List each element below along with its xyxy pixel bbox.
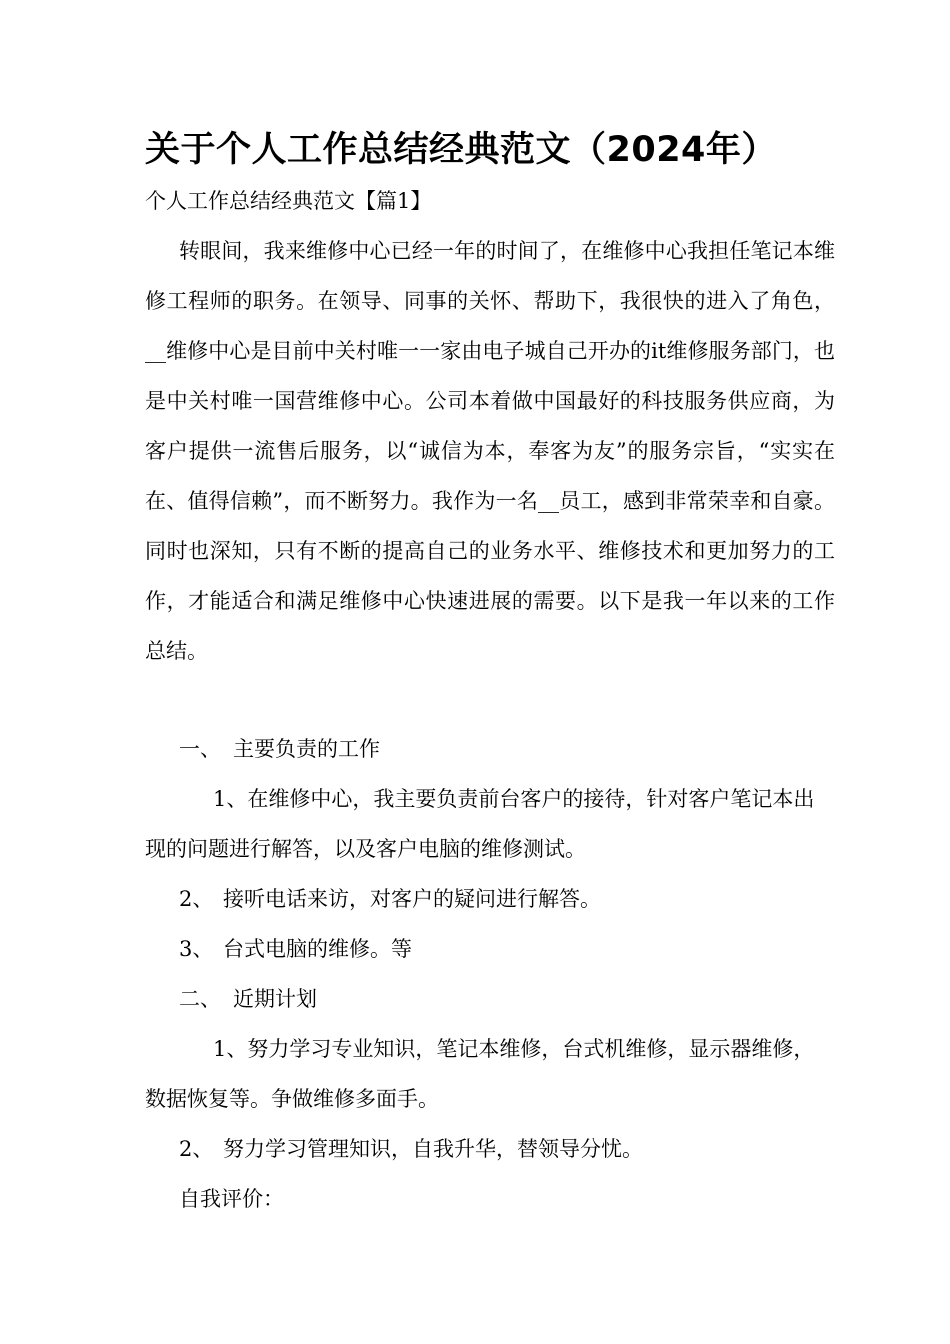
section-2-item-1-number: 1、 [213, 1037, 248, 1061]
section-1-item-1-number: 1、 [213, 787, 248, 811]
section-2-heading [179, 974, 835, 1024]
section-2-title: 近期计划 [233, 987, 317, 1011]
section-2-number: 二、 [179, 987, 221, 1011]
section-2-item-1 [145, 1024, 835, 1124]
section-2-item-2-text: 努力学习管理知识，自我升华，替领导分忧。 [223, 1137, 643, 1161]
section-1-item-3-text: 台式电脑的维修。等 [223, 937, 412, 961]
document-title: 关于个人工作总结经典范文（2024年） [145, 130, 777, 170]
section-1-heading [179, 724, 835, 774]
section-1-item-2-text: 接听电话来访，对客户的疑问进行解答。 [223, 887, 601, 911]
section-1-item-1-text: 在维修中心，我主要负责前台客户的接待，针对客户笔记本出现的问题进行解答，以及客户电脑的维修测试。 [145, 787, 815, 861]
document-subtitle: 个人工作总结经典范文【篇1】 [145, 189, 432, 213]
section-1-title: 主要负责的工作 [233, 737, 380, 761]
section-1-item-3-number: 3、 [179, 937, 214, 961]
section-1-item-3 [179, 924, 835, 974]
section-1-item-1 [145, 774, 835, 874]
section-1-item-2-number: 2、 [179, 887, 214, 911]
section-1-number: 一、 [179, 737, 221, 761]
section-2-item-2 [179, 1124, 835, 1174]
section-1-item-2 [179, 874, 835, 924]
section-2-item-1-text: 努力学习专业知识，笔记本维修，台式机维修，显示器维修，数据恢复等。争做维修多面手。 [145, 1037, 815, 1111]
intro-paragraph: 转眼间，我来维修中心已经一年的时间了，在维修中心我担任笔记本维修工程师的职务。在领导、同事的关怀、帮助下，我很快的进入了角色，__维修中心是目前中关村唯一一家由电子城自己开办的it维修服务部门，也是中关村唯一国营维修中心。公司本着做中国最好的科技服务供应商，为客户提供一流售后服务，以“诚信为本，奉客为友”的服务宗旨，“实实在在、值得信赖”，而不断努力。我作为一名__员工，感到非常荣幸和自豪。同时也深知，只有不断的提高自己的业务水平、维修技术和更加努力的工作，才能适合和满足维修中心快速进展的需要。以下是我一年以来的工作总结。 [145, 239, 835, 663]
self-evaluation-label: 自我评价： [179, 1187, 284, 1211]
section-2-item-2-number: 2、 [179, 1137, 214, 1161]
